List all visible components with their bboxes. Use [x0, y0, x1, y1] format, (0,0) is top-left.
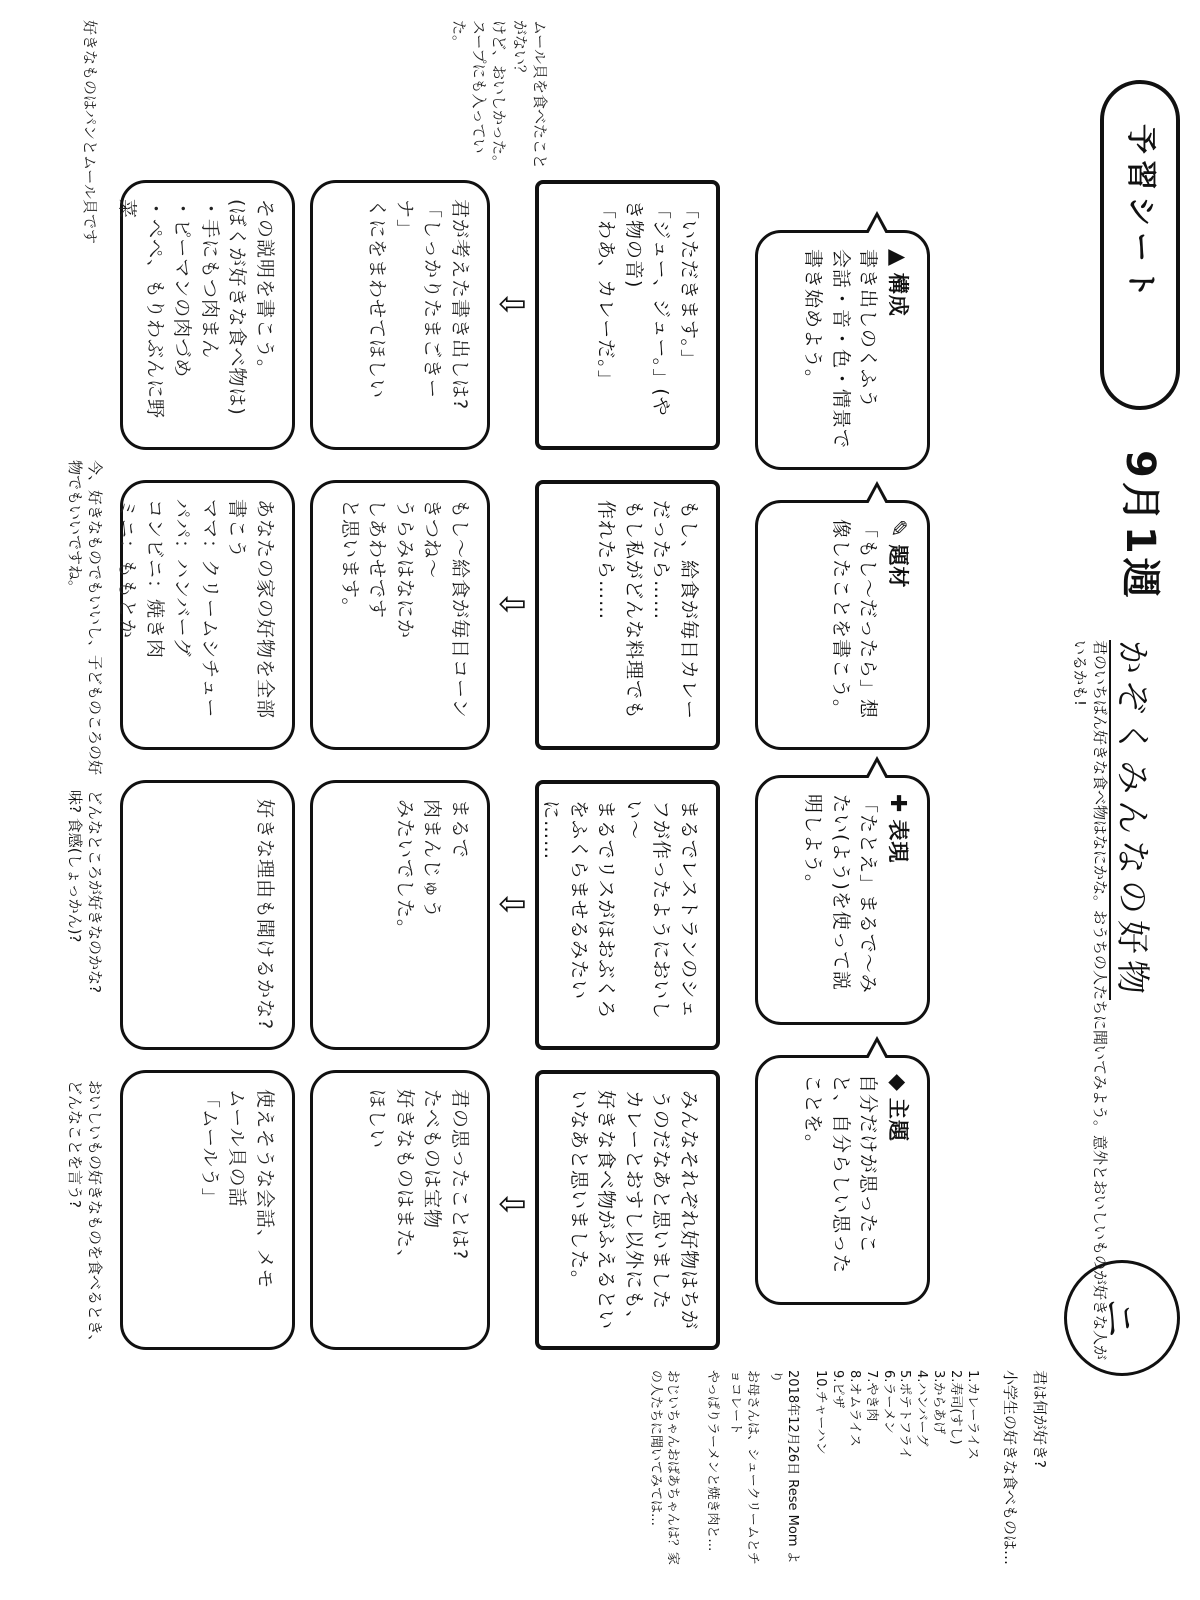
daizai-student-text: もし～給食が毎日コーンきつね～ うらみはなにか しあわせです と思います。 — [338, 499, 471, 719]
kosei-student-text: 君が考えた書き出しは? 「しっかりたまごきーナ」 くにをまわせてほしい — [366, 199, 471, 411]
hyogen-label-text: 「たとえ」まるで～みたい(よう)を使って説明しよう。 — [802, 794, 880, 994]
survey-question: 小学生の好きな食べものは… — [1001, 1370, 1019, 1566]
shudai-example-1: みんなそれぞれ好物はちがうのだなあと思いました — [650, 1090, 700, 1331]
survey-title: 君は何が好き? — [1031, 1370, 1049, 1468]
shudai-label: 主題 — [886, 1097, 910, 1142]
bubble-grandparents: おじいちゃんおばあちゃんは？家の人たちに聞いてみては… — [648, 1370, 680, 1566]
ranking-list: 1.カレーライス 2.寿司(すし) 3.からあげ 4.ハンバーグ 5.ポテトフライ 6.ラーメン 7.やき肉 8.オムライス 9.ピザ 10.チャーハン — [812, 1370, 980, 1460]
daizai-lower-box[interactable] — [116, 480, 295, 750]
daizai-label: 題材 — [886, 544, 910, 589]
shudai-label-box — [755, 1055, 930, 1305]
shudai-student-box[interactable] — [310, 1070, 490, 1350]
down-arrow-icon: ⇩ — [491, 1190, 531, 1219]
shudai-label-text: 自分だけが思ったこと、自分らしい思ったことを。 — [802, 1074, 880, 1275]
daizai-label-text: 「もし～だったら」想像したことを書こう。 — [829, 519, 880, 720]
bottom-note-1: 今、好きなものでもいいし、子どものころの好物でもいいですね。 — [65, 460, 104, 776]
shudai-examples — [535, 1070, 720, 1350]
kosei-lower-text: その説明を書こう。 (ぼくが好きな食べ物は) ・手にもつ肉まん ・ピーマンの肉づめ ・ぺぺ、もりわぶんに野菜 — [116, 199, 276, 420]
daizai-examples — [535, 480, 720, 750]
hyogen-example-2: まるでリスがほおぶくろをふくらませるみたいに…… — [540, 800, 618, 1020]
daizai-example-1: もし、給食が毎日カレーだったら…… — [650, 500, 700, 721]
bottom-note-2: どんなところが好きなのかな? 味? 食感(しょっかん)? — [65, 790, 104, 993]
daizai-lower-text: あなたの家の好物を全部書こう ママ：クリームシチュー パパ：ハンバーグ コンビニ：焼き肉 ミニ：ももとか — [116, 499, 276, 720]
left-vertical-note: 好きなものはパンとムール貝です — [81, 20, 99, 244]
daizai-student-box[interactable] — [310, 480, 490, 750]
bubble-2: やっぱりラーメンと焼き肉と… — [705, 1370, 720, 1552]
theme-note: 君のいちばん好きな食べ物はなにかな。おうちの人たちに聞いてみよう。意外とおいしいものが好きな人がいるかも! — [1070, 640, 1109, 1361]
kosei-label-text: 書き出しのくふう 会話・音・色・情景で書き始めよう。 — [802, 249, 880, 450]
camera-icon: ✚ — [885, 794, 910, 814]
hyogen-lower-box[interactable] — [120, 780, 295, 1050]
kosei-student-box[interactable] — [310, 180, 490, 450]
hyogen-lower-text: 好きな理由も聞けるかな? — [254, 799, 276, 1031]
theme-title: かぞくみんなの好物 — [1109, 640, 1160, 1000]
shudai-lower-box[interactable] — [120, 1070, 295, 1350]
kosei-label-box — [755, 230, 930, 470]
hyogen-student-text: まるで 肉まんじゅう みたいでした。 — [393, 799, 471, 940]
down-arrow-icon: ⇩ — [491, 290, 531, 319]
daizai-label-box — [755, 500, 930, 750]
badge-number: ニ — [1095, 1298, 1142, 1338]
hyogen-student-box[interactable] — [310, 780, 490, 1050]
kosei-lower-box[interactable] — [116, 180, 295, 450]
hat-icon: ◆ — [885, 1074, 910, 1092]
down-arrow-icon: ⇩ — [491, 590, 531, 619]
daizai-example-2: もし私がどんな料理でも作れたら…… — [595, 500, 645, 721]
shudai-example-2: カレーとおすし以外にも、好きな食べ物がふえるといいなあと思いました。 — [567, 1090, 645, 1331]
title-pill — [1100, 80, 1180, 410]
kosei-example-2: 「ジュー、ジュー。」(やき物の音) — [622, 200, 673, 417]
survey-source: 2018年12月26日 Rese Mom より — [768, 1370, 800, 1564]
number-badge — [1064, 1260, 1180, 1376]
kosei-example-1: 「いただきます。」 — [678, 200, 700, 369]
kosei-example-3: 「わあ、カレーだ。」 — [595, 200, 618, 390]
arrow-up-icon: ▲ — [885, 249, 910, 267]
worksheet-title: 予習シート — [1123, 124, 1158, 304]
leaf-icon: ✎ — [885, 519, 910, 539]
kosei-label: 構成 — [886, 272, 910, 317]
hyogen-example-1: まるでレストランのシェフが作ったようにおいしい～ — [622, 800, 700, 1021]
shudai-student-text: 君の思ったことは? たべものは宝物 好きなものはまた、 ほしい — [366, 1089, 471, 1270]
hyogen-examples — [535, 780, 720, 1050]
top-left-note: ムール貝を食べたことがない？ けど、おいしかった。 スープにも入っていた。 — [450, 20, 549, 171]
hyogen-label: 表現 — [886, 819, 910, 864]
kosei-examples — [535, 180, 720, 450]
bottom-note-3: おいしいもの好きなものを食べるとき、どんなことを言う? — [65, 1080, 104, 1350]
bubble-mother: お母さんは、シュークリームとチョコレート — [728, 1370, 760, 1565]
hyogen-label-box — [755, 775, 930, 1025]
week-label: 9月1週 — [1117, 450, 1163, 602]
shudai-lower-text: 使えそうな会話、メモ ムール貝の話 「ムールう」 — [198, 1089, 276, 1290]
down-arrow-icon: ⇩ — [491, 890, 531, 919]
